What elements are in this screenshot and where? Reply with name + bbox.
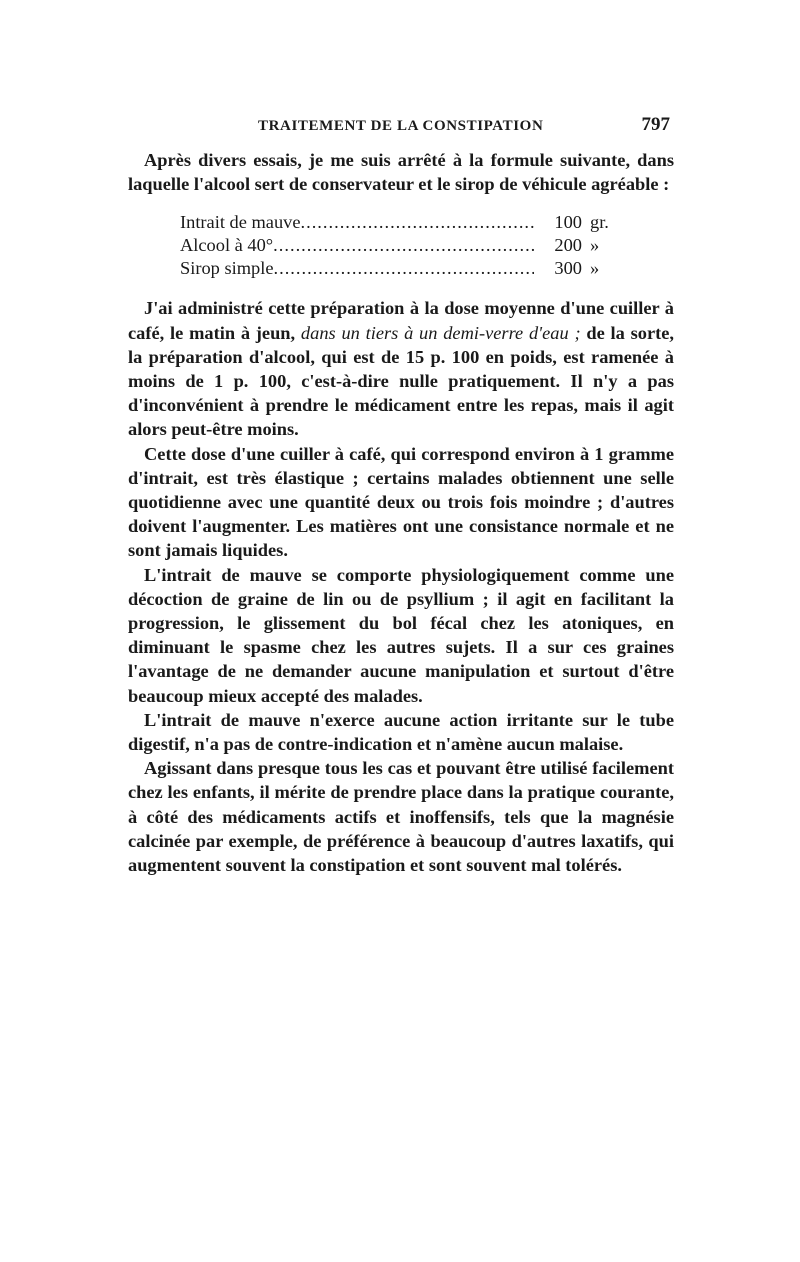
intro-paragraph: Après divers essais, je me suis arrêté à la formule suivante, dans laquelle l'alcool sert de conservateur et le sirop de véhicule agréable :	[128, 150, 674, 195]
recipe-row	[180, 234, 620, 257]
recipe-row	[180, 257, 620, 280]
recipe-quantity: 100	[554, 212, 582, 233]
recipe-row	[180, 211, 620, 234]
conclusion-paragraph: Agissant dans presque tous les cas et pouvant être utilisé facilement chez les enfants, il mérite de prendre place dans la pratique courante, à côté des médicaments actifs et inoffensifs, tels que la magnésie calcinée par exemple, de préférence à beaucoup d'autres laxatifs, qui augmentent souvent la constipation et sont souvent mal tolérés.	[128, 758, 674, 876]
leader-dots	[301, 211, 534, 234]
recipe-ingredient: Intrait de mauve	[180, 212, 301, 233]
physiology-paragraph: L'intrait de mauve se comporte physiologiquement comme une décoction de graine de lin ou de psyllium ; il agit en facilitant la progression, le glissement du bol fécal chez les atoniques, en diminuant le spasme chez les autres sujets. Il a sur ces graines l'avantage de ne demander aucune manipulation et surtout d'être beaucoup mieux accepté des malades.	[128, 564, 674, 706]
leader-dots	[274, 257, 535, 280]
dosage-paragraph	[128, 296, 674, 441]
recipe-ingredient: Sirop simple	[180, 258, 274, 279]
dosage-italic-text: dans un tiers à un demi-verre d'eau ;	[300, 322, 581, 343]
dosage-text-start: J'ai administré cette préparation à la dose moyenne d'une cuiller à café, le matin à jeun,	[128, 298, 674, 343]
recipe-quantity: 200	[554, 235, 582, 256]
leader-dots	[273, 234, 534, 257]
recipe-quantity: 300	[554, 258, 582, 279]
page-number: 797	[641, 114, 670, 135]
tolerance-paragraph: L'intrait de mauve n'exerce aucune action irritante sur le tube digestif, n'a pas de contre-indication et n'amène aucun malaise.	[128, 709, 674, 755]
book-page	[128, 116, 674, 877]
running-title: TRAITEMENT DE LA CONSTIPATION	[258, 118, 544, 134]
recipe-unit: »	[590, 235, 600, 256]
recipe-unit: gr.	[590, 212, 609, 233]
recipe-ingredient: Alcool à 40°	[180, 235, 274, 256]
recipe-unit: »	[590, 258, 600, 279]
dose-elasticity-paragraph: Cette dose d'une cuiller à café, qui correspond environ à 1 gramme d'intrait, est très élastique ; certains malades obtiennent une selle quotidienne avec une quantité deux ou trois fois moindre ; d'autres doivent l'augmenter. Les matières ont une consistance normale et ne sont jamais liquides.	[128, 443, 674, 561]
dosage-text-end: de la sorte, la préparation d'alcool, qui est de 15 p. 100 en poids, est ramenée à moins de 1 p. 100, c'est-à-dire nulle pratiquement. Il n'y a pas d'inconvénient à prendre le médicament entre les repas, mais il agit alors peut-être moins.	[128, 322, 675, 440]
recipe-formula	[180, 211, 620, 280]
page-header	[128, 116, 674, 140]
